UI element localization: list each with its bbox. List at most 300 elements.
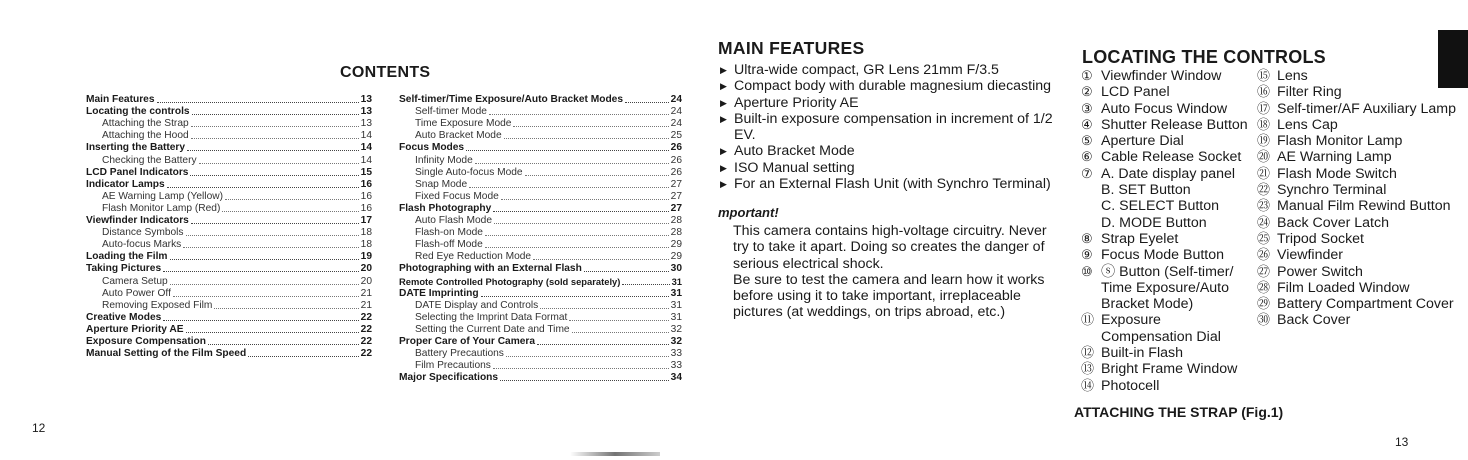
important-paragraph-1: This camera contains high-voltage circuitry. Never try to take it apart. Doing so creates the danger of serious electrical shock. bbox=[733, 223, 1047, 272]
control-label: Built-in Flash bbox=[1101, 345, 1184, 362]
toc-entry-title: DATE Display and Controls bbox=[415, 299, 539, 311]
toc-leader-dots bbox=[500, 380, 669, 381]
control-item bbox=[1257, 182, 1457, 198]
control-item bbox=[1081, 361, 1256, 377]
toc-column-2 bbox=[399, 94, 682, 384]
toc-entry bbox=[86, 312, 372, 324]
toc-entry-page: 21 bbox=[360, 287, 372, 299]
toc-entry bbox=[399, 239, 682, 251]
toc-leader-dots bbox=[187, 150, 359, 151]
control-item bbox=[1257, 101, 1457, 117]
feature-item: ▶ For an External Flash Unit (with Synchro Terminal) bbox=[720, 176, 1051, 193]
toc-entry bbox=[86, 324, 372, 336]
toc-entry bbox=[399, 118, 682, 130]
toc-entry-title: Self-timer Mode bbox=[415, 106, 487, 118]
bullet-icon: ▶ bbox=[720, 162, 727, 173]
control-label: Filter Ring bbox=[1277, 84, 1342, 101]
feature-item: ▶ Auto Bracket Mode bbox=[720, 143, 855, 160]
control-label: Manual Film Rewind Button bbox=[1277, 198, 1451, 215]
toc-entry-page: 18 bbox=[360, 239, 372, 251]
toc-entry-page: 16 bbox=[360, 202, 372, 214]
scan-smudge bbox=[570, 452, 660, 456]
control-item bbox=[1257, 231, 1457, 247]
toc-entry-page: 19 bbox=[360, 251, 372, 263]
toc-entry-page: 31 bbox=[670, 311, 682, 323]
toc-leader-dots bbox=[540, 308, 668, 309]
toc-entry bbox=[399, 263, 682, 275]
toc-entry-page: 22 bbox=[360, 311, 372, 323]
control-number: ㉒ bbox=[1257, 182, 1271, 198]
toc-leader-dots bbox=[485, 235, 669, 236]
toc-entry bbox=[399, 336, 682, 348]
toc-entry-page: 32 bbox=[670, 323, 682, 335]
control-label: Tripod Socket bbox=[1277, 230, 1365, 247]
toc-entry-page: 13 bbox=[360, 118, 372, 130]
toc-entry-page: 16 bbox=[360, 178, 372, 190]
control-item bbox=[1081, 117, 1256, 133]
controls-column-b bbox=[1257, 68, 1457, 329]
control-item bbox=[1081, 345, 1256, 361]
control-number: ③ bbox=[1081, 100, 1093, 116]
control-item bbox=[1257, 247, 1457, 263]
toc-entry-page: 22 bbox=[360, 335, 372, 347]
toc-entry-title: Removing Exposed Film bbox=[102, 299, 213, 311]
toc-entry bbox=[399, 94, 682, 106]
control-item bbox=[1257, 166, 1457, 182]
control-item bbox=[1081, 84, 1256, 100]
important-body bbox=[733, 223, 1053, 321]
toc-entry-title: Fixed Focus Mode bbox=[415, 190, 499, 202]
toc-entry-page: 20 bbox=[360, 263, 372, 275]
toc-entry bbox=[86, 215, 372, 227]
toc-leader-dots bbox=[481, 296, 669, 297]
toc-entry bbox=[399, 154, 682, 166]
control-label: Strap Eyelet bbox=[1101, 230, 1179, 247]
control-number: ⑮ bbox=[1257, 68, 1271, 83]
toc-leader-dots bbox=[199, 163, 359, 164]
toc-entry bbox=[86, 348, 372, 360]
control-item bbox=[1081, 378, 1256, 394]
toc-entry-title: Infinity Mode bbox=[415, 154, 473, 166]
control-label: Focus Mode Button bbox=[1101, 247, 1225, 264]
toc-entry bbox=[399, 360, 682, 372]
control-item bbox=[1081, 264, 1256, 313]
control-number: ⑭ bbox=[1081, 377, 1095, 393]
control-number: ㉖ bbox=[1257, 247, 1271, 263]
toc-entry-page: 16 bbox=[360, 190, 372, 202]
control-item bbox=[1257, 215, 1457, 231]
control-label: Bright Frame Window bbox=[1101, 361, 1238, 378]
toc-entry-title: Flash Photography bbox=[399, 202, 492, 214]
control-label: Auto Focus Window bbox=[1101, 100, 1228, 117]
toc-entry-page: 22 bbox=[360, 323, 372, 335]
control-number: ⑳ bbox=[1257, 149, 1271, 165]
control-label: Film Loaded Window bbox=[1277, 279, 1410, 296]
toc-entry bbox=[399, 324, 682, 336]
control-label: Power Switch bbox=[1277, 263, 1363, 280]
control-number: ⑩ bbox=[1081, 263, 1093, 279]
important-paragraph-2: Be sure to test the camera and learn how it works before using it to take important, irreplaceable pictures (at weddings, on trips abroad, etc.) bbox=[733, 271, 1045, 321]
toc-entry-title: DATE Imprinting bbox=[399, 287, 479, 299]
toc-entry-title: Loading the Film bbox=[86, 251, 168, 263]
control-number: ㉓ bbox=[1257, 198, 1271, 214]
toc-entry-page: 31 bbox=[671, 275, 682, 287]
page-number-left: 12 bbox=[32, 421, 46, 435]
toc-entry bbox=[86, 106, 372, 118]
toc-leader-dots bbox=[513, 126, 668, 127]
toc-leader-dots bbox=[192, 114, 359, 115]
control-number: ㉚ bbox=[1257, 312, 1271, 328]
toc-entry-page: 30 bbox=[670, 263, 682, 275]
control-label: Photocell bbox=[1101, 377, 1160, 394]
control-item bbox=[1081, 166, 1256, 182]
control-label: D. MODE Button bbox=[1101, 214, 1207, 231]
toc-entry-title: Distance Symbols bbox=[102, 227, 184, 239]
control-label: C. SELECT Button bbox=[1101, 198, 1220, 215]
feature-item: ▶ Built-in exposure compensation in increment of 1/2 EV. bbox=[720, 110, 1053, 144]
contents-title: CONTENTS bbox=[340, 64, 431, 81]
toc-leader-dots bbox=[157, 102, 359, 103]
toc-leader-dots bbox=[533, 259, 669, 260]
toc-leader-dots bbox=[186, 235, 359, 236]
toc-entry-title: Major Specifications bbox=[399, 372, 499, 384]
control-number: ⑯ bbox=[1257, 84, 1271, 100]
toc-leader-dots bbox=[214, 308, 358, 309]
feature-item: ▶ Aperture Priority AE bbox=[720, 94, 859, 111]
bullet-icon: ▶ bbox=[720, 146, 727, 157]
toc-entry-page: 26 bbox=[670, 166, 682, 178]
toc-entry bbox=[86, 227, 372, 239]
toc-leader-dots bbox=[173, 296, 359, 297]
toc-entry bbox=[399, 203, 682, 215]
toc-entry-page: 27 bbox=[670, 202, 682, 214]
toc-entry bbox=[86, 203, 372, 215]
toc-entry bbox=[399, 191, 682, 203]
toc-leader-dots bbox=[485, 247, 669, 248]
toc-entry-page: 24 bbox=[670, 94, 682, 106]
toc-entry bbox=[399, 288, 682, 300]
control-item bbox=[1081, 133, 1256, 149]
toc-leader-dots bbox=[170, 284, 359, 285]
control-item bbox=[1257, 296, 1457, 312]
control-label: Battery Compartment Cover bbox=[1277, 296, 1454, 313]
toc-leader-dots bbox=[191, 223, 359, 224]
toc-leader-dots bbox=[248, 356, 358, 357]
control-label: Back Cover Latch bbox=[1277, 214, 1389, 231]
bullet-icon: ▶ bbox=[720, 97, 727, 108]
toc-leader-dots bbox=[167, 187, 359, 188]
controls-column-a bbox=[1081, 68, 1256, 394]
control-item bbox=[1081, 215, 1256, 231]
toc-entry-title: Film Precautions bbox=[415, 360, 491, 372]
toc-entry-title: Inserting the Battery bbox=[86, 142, 186, 154]
toc-entry-title: Remote Controlled Photography (sold separately) bbox=[399, 275, 621, 287]
toc-entry bbox=[86, 191, 372, 203]
control-label: Flash Mode Switch bbox=[1277, 165, 1397, 182]
control-number: ⑧ bbox=[1081, 230, 1093, 246]
control-label: Flash Monitor Lamp bbox=[1277, 133, 1403, 150]
toc-entry-title: Main Features bbox=[86, 94, 155, 106]
main-features-title: MAIN FEATURES bbox=[718, 38, 865, 58]
control-label: Exposure Compensation Dial bbox=[1101, 312, 1221, 345]
control-number: ㉗ bbox=[1257, 263, 1271, 279]
toc-entry-page: 26 bbox=[670, 154, 682, 166]
control-number: ⑬ bbox=[1081, 361, 1095, 377]
feature-item: ▶ Ultra-wide compact, GR Lens 21mm F/3.5 bbox=[720, 62, 999, 78]
toc-entry-title: Auto Flash Mode bbox=[415, 215, 493, 227]
toc-entry-title: Red Eye Reduction Mode bbox=[415, 251, 532, 263]
toc-entry bbox=[399, 300, 682, 312]
toc-entry-title: Locating the controls bbox=[86, 106, 190, 118]
toc-entry-title: Attaching the Hood bbox=[102, 130, 189, 142]
toc-entry-title: Snap Mode bbox=[415, 178, 468, 190]
control-item bbox=[1081, 312, 1256, 345]
toc-leader-dots bbox=[475, 163, 669, 164]
control-number: ㉘ bbox=[1257, 279, 1271, 295]
toc-entry-page: 33 bbox=[670, 360, 682, 372]
toc-entry bbox=[86, 179, 372, 191]
toc-entry-title: Creative Modes bbox=[86, 311, 162, 323]
toc-entry bbox=[86, 263, 372, 275]
toc-entry-page: 31 bbox=[670, 287, 682, 299]
bullet-icon: ▶ bbox=[720, 113, 727, 124]
control-item bbox=[1257, 117, 1457, 133]
toc-entry-title: Auto Power Off bbox=[102, 287, 171, 299]
toc-entry-title: Viewfinder Indicators bbox=[86, 215, 189, 227]
toc-entry bbox=[86, 94, 372, 106]
toc-entry-page: 14 bbox=[360, 154, 372, 166]
control-item bbox=[1081, 198, 1256, 214]
control-number: ⑰ bbox=[1257, 100, 1271, 116]
locating-controls-title: LOCATING THE CONTROLS bbox=[1082, 47, 1326, 67]
toc-entry-title: LCD Panel Indicators bbox=[86, 166, 189, 178]
toc-leader-dots bbox=[489, 114, 669, 115]
toc-entry bbox=[86, 275, 372, 287]
toc-leader-dots bbox=[208, 344, 359, 345]
toc-entry-title: Manual Setting of the Film Speed bbox=[86, 348, 247, 360]
toc-entry-page: 27 bbox=[670, 178, 682, 190]
control-label: Aperture Dial bbox=[1101, 133, 1184, 150]
toc-entry-page: 28 bbox=[670, 227, 682, 239]
control-number: ⑦ bbox=[1081, 165, 1093, 181]
toc-leader-dots bbox=[493, 368, 669, 369]
toc-entry-page: 34 bbox=[670, 372, 682, 384]
control-item bbox=[1257, 312, 1457, 328]
toc-entry-title: Proper Care of Your Camera bbox=[399, 335, 536, 347]
toc-leader-dots bbox=[190, 175, 358, 176]
toc-leader-dots bbox=[493, 211, 668, 212]
control-label: Back Cover bbox=[1277, 312, 1351, 329]
bullet-icon: ▶ bbox=[720, 81, 727, 92]
toc-entry-title: Flash-on Mode bbox=[415, 227, 483, 239]
toc-entry bbox=[399, 106, 682, 118]
toc-entry-page: 13 bbox=[360, 106, 372, 118]
control-item bbox=[1257, 264, 1457, 280]
bullet-icon: ▶ bbox=[720, 179, 727, 190]
main-features-list bbox=[720, 62, 1060, 192]
control-item bbox=[1257, 68, 1457, 84]
control-label: Shutter Release Button bbox=[1101, 116, 1248, 133]
toc-leader-dots bbox=[191, 126, 359, 127]
toc-entry bbox=[399, 251, 682, 263]
toc-entry bbox=[86, 288, 372, 300]
control-item bbox=[1257, 280, 1457, 296]
control-number: ⑫ bbox=[1081, 345, 1095, 361]
control-number: ⑥ bbox=[1081, 149, 1093, 165]
toc-entry bbox=[399, 130, 682, 142]
control-number: ⑪ bbox=[1081, 312, 1095, 328]
toc-entry-title: Battery Precautions bbox=[415, 348, 504, 360]
important-title: mportant! bbox=[718, 205, 779, 220]
toc-entry bbox=[86, 336, 372, 348]
toc-entry-page: 28 bbox=[670, 215, 682, 227]
toc-entry-title: Aperture Priority AE bbox=[86, 323, 184, 335]
control-item bbox=[1081, 68, 1256, 84]
toc-entry-page: 33 bbox=[670, 348, 682, 360]
control-number: ④ bbox=[1081, 116, 1093, 132]
toc-entry bbox=[86, 300, 372, 312]
toc-entry bbox=[399, 167, 682, 179]
toc-entry-page: 15 bbox=[360, 166, 372, 178]
toc-leader-dots bbox=[625, 102, 669, 103]
toc-entry-page: 17 bbox=[360, 215, 372, 227]
control-label: Synchro Terminal bbox=[1277, 182, 1387, 199]
toc-entry-page: 18 bbox=[360, 227, 372, 239]
toc-entry-page: 21 bbox=[360, 299, 372, 311]
control-item bbox=[1257, 149, 1457, 165]
toc-leader-dots bbox=[501, 199, 669, 200]
toc-leader-dots bbox=[622, 284, 669, 285]
control-label: B. SET Button bbox=[1101, 182, 1191, 199]
toc-entry-title: Self-timer/Time Exposure/Auto Bracket Modes bbox=[399, 94, 623, 106]
control-label: Viewfinder bbox=[1277, 247, 1343, 264]
toc-entry bbox=[399, 215, 682, 227]
control-item bbox=[1081, 101, 1256, 117]
toc-leader-dots bbox=[504, 138, 669, 139]
toc-leader-dots bbox=[569, 320, 668, 321]
toc-entry-title: Taking Pictures bbox=[86, 263, 162, 275]
toc-leader-dots bbox=[584, 271, 669, 272]
toc-entry-page: 29 bbox=[670, 251, 682, 263]
control-number: ㉑ bbox=[1257, 165, 1271, 181]
toc-entry-page: 25 bbox=[670, 130, 682, 142]
control-number: ㉙ bbox=[1257, 296, 1271, 312]
control-label: Cable Release Socket bbox=[1101, 149, 1242, 166]
toc-entry-page: 32 bbox=[670, 335, 682, 347]
toc-entry bbox=[399, 372, 682, 384]
toc-entry bbox=[86, 130, 372, 142]
toc-entry-title: AE Warning Lamp (Yellow) bbox=[102, 190, 223, 202]
feature-item: ▶ ISO Manual setting bbox=[720, 159, 855, 176]
toc-entry bbox=[399, 179, 682, 191]
control-label: Viewfinder Window bbox=[1101, 68, 1222, 84]
toc-leader-dots bbox=[163, 271, 359, 272]
control-item bbox=[1257, 84, 1457, 100]
toc-entry bbox=[86, 251, 372, 263]
toc-leader-dots bbox=[225, 199, 359, 200]
toc-entry bbox=[86, 154, 372, 166]
toc-leader-dots bbox=[494, 223, 669, 224]
toc-leader-dots bbox=[191, 138, 359, 139]
toc-entry bbox=[399, 142, 682, 154]
toc-entry-title: Camera Setup bbox=[102, 275, 168, 287]
control-label: Self-timer/AF Auxiliary Lamp bbox=[1277, 100, 1456, 117]
control-number: ② bbox=[1081, 84, 1093, 100]
toc-leader-dots bbox=[183, 247, 358, 248]
toc-leader-dots bbox=[506, 356, 669, 357]
control-number: ⑨ bbox=[1081, 247, 1093, 263]
toc-entry bbox=[399, 275, 682, 287]
toc-leader-dots bbox=[163, 320, 358, 321]
control-label: Lens Cap bbox=[1277, 116, 1338, 133]
section-tab-marker bbox=[1438, 30, 1468, 88]
toc-entry-title: Flash Monitor Lamp (Red) bbox=[102, 202, 221, 214]
control-label: LCD Panel bbox=[1101, 84, 1170, 101]
control-label: A. Date display panel bbox=[1101, 165, 1236, 182]
toc-leader-dots bbox=[222, 211, 358, 212]
toc-entry-title: Photographing with an External Flash bbox=[399, 263, 582, 275]
toc-entry bbox=[399, 227, 682, 239]
control-item bbox=[1081, 231, 1256, 247]
toc-entry-page: 26 bbox=[670, 142, 682, 154]
toc-entry-page: 31 bbox=[670, 299, 682, 311]
toc-entry-title: Attaching the Strap bbox=[102, 118, 189, 130]
feature-item: ▶ Compact body with durable magnesium diecasting bbox=[720, 78, 1052, 95]
control-number: ㉕ bbox=[1257, 230, 1271, 246]
control-label: ⓢ Button (Self-timer/ Time Exposure/Auto Bracket Mode) bbox=[1101, 263, 1234, 313]
toc-entry-title: Single Auto-focus Mode bbox=[415, 166, 523, 178]
toc-entry-title: Focus Modes bbox=[399, 142, 465, 154]
control-item bbox=[1257, 198, 1457, 214]
control-label: Lens bbox=[1277, 68, 1308, 84]
control-number: ⑱ bbox=[1257, 116, 1271, 132]
toc-leader-dots bbox=[572, 332, 669, 333]
toc-leader-dots bbox=[186, 332, 359, 333]
toc-entry-title: Auto Bracket Mode bbox=[415, 130, 502, 142]
toc-entry-page: 27 bbox=[670, 190, 682, 202]
toc-leader-dots bbox=[525, 175, 669, 176]
toc-entry-page: 14 bbox=[360, 142, 372, 154]
bullet-icon: ▶ bbox=[720, 65, 727, 75]
toc-entry bbox=[86, 167, 372, 179]
toc-entry-page: 29 bbox=[670, 239, 682, 251]
toc-entry-title: Exposure Compensation bbox=[86, 335, 207, 347]
toc-entry-page: 13 bbox=[360, 94, 372, 106]
control-number: ⑲ bbox=[1257, 133, 1271, 149]
toc-entry-page: 20 bbox=[360, 275, 372, 287]
control-number: ⑤ bbox=[1081, 133, 1093, 149]
toc-entry bbox=[86, 118, 372, 130]
toc-entry-title: Checking the Battery bbox=[102, 154, 197, 166]
toc-entry bbox=[399, 348, 682, 360]
toc-entry-title: Flash-off Mode bbox=[415, 239, 483, 251]
control-item bbox=[1081, 149, 1256, 165]
toc-entry-title: Selecting the Imprint Data Format bbox=[415, 311, 568, 323]
toc-entry-title: Indicator Lamps bbox=[86, 178, 165, 190]
attaching-strap-title: ATTACHING THE STRAP (Fig.1) bbox=[1074, 404, 1284, 420]
toc-entry bbox=[86, 142, 372, 154]
toc-column-1 bbox=[86, 94, 372, 360]
control-number: ① bbox=[1081, 68, 1093, 83]
toc-entry bbox=[399, 312, 682, 324]
toc-leader-dots bbox=[469, 187, 669, 188]
control-item bbox=[1081, 182, 1256, 198]
toc-leader-dots bbox=[466, 150, 669, 151]
page-number-right: 13 bbox=[1395, 435, 1409, 449]
toc-entry-page: 24 bbox=[670, 118, 682, 130]
toc-entry-title: Setting the Current Date and Time bbox=[415, 323, 570, 335]
toc-entry-page: 22 bbox=[360, 348, 372, 360]
